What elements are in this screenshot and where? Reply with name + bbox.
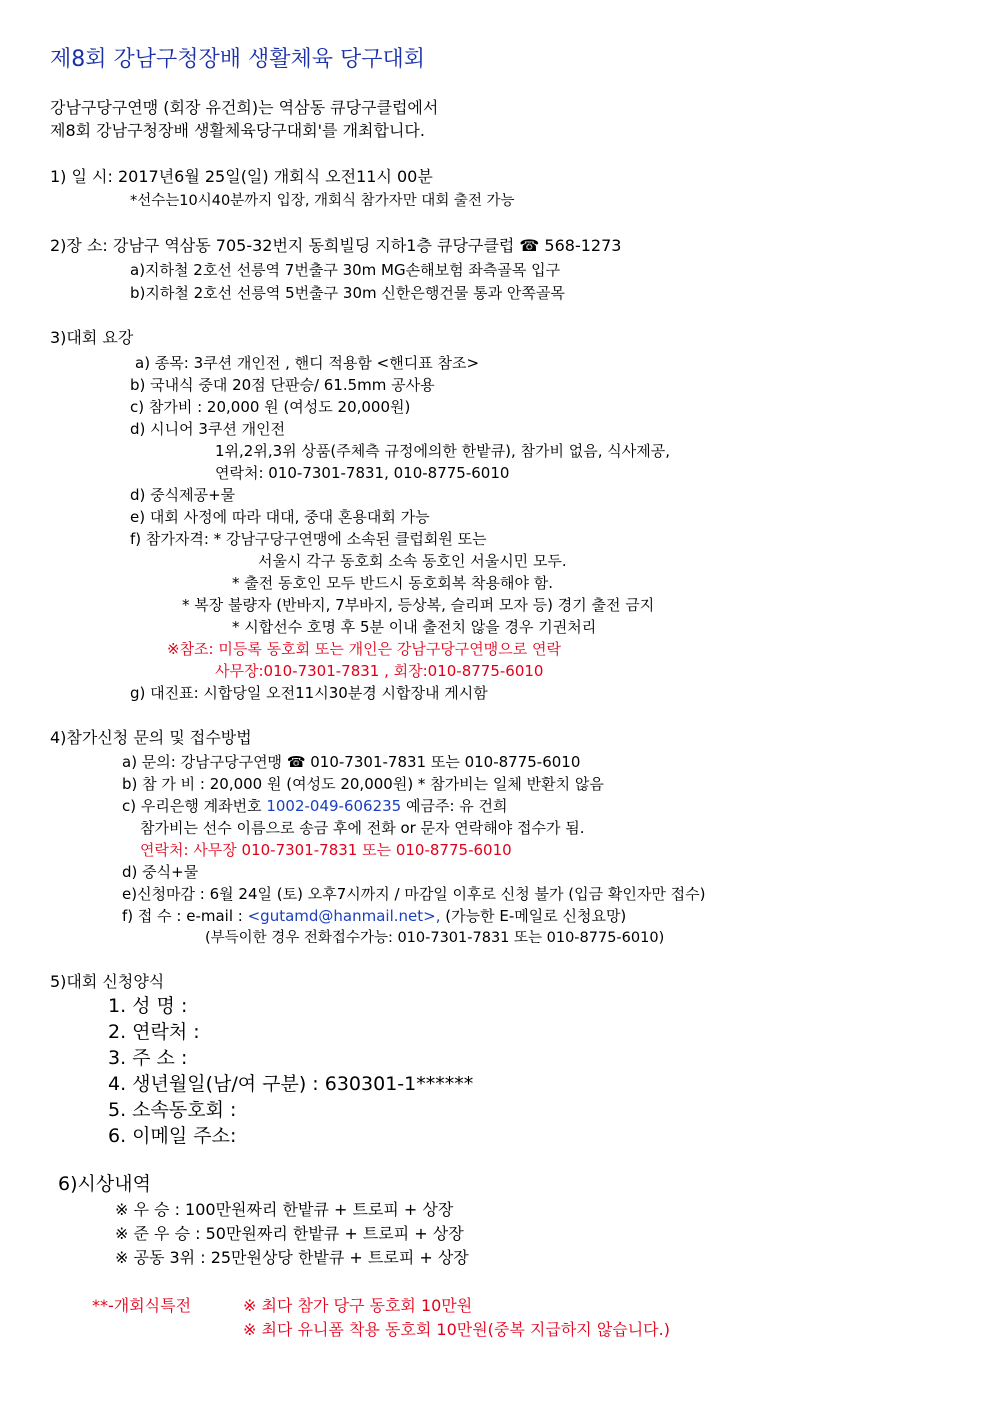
application-item-d: d) 중식+물 bbox=[122, 863, 199, 881]
schedule-note: *선수는10시40분까지 입장, 개회식 참가자만 대회 출전 가능 bbox=[130, 193, 515, 209]
email-address-link[interactable]: <gutamd@hanmail.net>, bbox=[247, 907, 441, 925]
application-item-f bbox=[122, 906, 626, 926]
page-title: 제8회 강남구청장배 생활체육 당구대회 bbox=[50, 47, 426, 72]
prizes-heading: 6)시상내역 bbox=[58, 1173, 151, 1195]
form-field-name: 1. 성 명 : bbox=[108, 995, 188, 1017]
email-note: (가능한 E-메일로 신청요망) bbox=[440, 907, 627, 925]
rules-heading: 3)대회 요강 bbox=[50, 328, 134, 347]
intro-line-2: 제8회 강남구청장배 생활체육당구대회'를 개최합니다. bbox=[50, 121, 425, 140]
application-item-c-note: 참가비는 선수 이름으로 송금 후에 전화 or 문자 연락해야 접수가 됨. bbox=[140, 819, 585, 837]
form-heading: 5)대회 신청양식 bbox=[50, 972, 165, 991]
form-field-birthdate: 4. 생년월일(남/여 구분) : 630301-1****** bbox=[108, 1073, 474, 1095]
rules-item-b: b) 국내식 중대 20점 단판승/ 61.5mm 공사용 bbox=[130, 376, 435, 394]
venue-direction-a: a)지하철 2호선 선릉역 7번출구 30m MG손해보험 좌측골목 입구 bbox=[130, 261, 561, 279]
rules-item-d-detail: 1위,2위,3위 상품(주체측 규정에의한 한밭큐), 참가비 없음, 식사제공, bbox=[215, 442, 671, 460]
bonus-most-uniforms: ※ 최다 유니폼 착용 동호회 10만원(중복 지급하지 않습니다.) bbox=[243, 1320, 670, 1339]
form-field-club: 5. 소속동호회 : bbox=[108, 1099, 237, 1121]
bank-account-number: 1002-049-606235 bbox=[266, 797, 402, 815]
form-field-contact: 2. 연락처 : bbox=[108, 1021, 200, 1043]
rules-item-f-line-2: * 출전 동호인 모두 반드시 동호회복 착용해야 함. bbox=[232, 574, 553, 592]
rules-item-d-contact: 연락처: 010-7301-7831, 010-8775-6010 bbox=[215, 464, 510, 482]
venue-line: 2)장 소: 강남구 역삼동 705-32번지 동희빌딩 지하1층 큐당구클럽 ☎ 568-1273 bbox=[50, 236, 622, 255]
application-item-b: b) 참 가 비 : 20,000 원 (여성도 20,000원) * 참가비는 일체 반환치 않음 bbox=[122, 775, 604, 793]
rules-item-f-line-3: * 복장 불량자 (반바지, 7부바지, 등상복, 슬리퍼 모자 등) 경기 출전 금지 bbox=[182, 596, 655, 614]
rules-reference-note: ※참조: 미등록 동호회 또는 개인은 강남구당구연맹으로 연락 bbox=[167, 640, 561, 658]
rules-item-f-line-1: 서울시 각구 동호회 소속 동호인 서울시민 모두. bbox=[258, 552, 567, 570]
application-item-c bbox=[122, 796, 508, 816]
form-field-email: 6. 이메일 주소: bbox=[108, 1125, 237, 1147]
application-item-a: a) 문의: 강남구당구연맹 ☎ 010-7301-7831 또는 010-8775-6010 bbox=[122, 753, 581, 771]
prize-third: ※ 공동 3위 : 25만원상당 한밭큐 + 트로피 + 상장 bbox=[115, 1248, 469, 1267]
account-holder: 예금주: 유 건희 bbox=[401, 797, 508, 815]
schedule-line: 1) 일 시: 2017년6월 25일(일) 개회식 오전11시 00분 bbox=[50, 167, 433, 186]
rules-item-c: c) 참가비 : 20,000 원 (여성도 20,000원) bbox=[130, 398, 411, 416]
bonus-most-participants: ※ 최다 참가 당구 동호회 10만원 bbox=[243, 1296, 473, 1315]
rules-item-g: g) 대진표: 시합당일 오전11시30분경 시합장내 게시함 bbox=[130, 684, 488, 702]
application-heading: 4)참가신청 문의 및 접수방법 bbox=[50, 728, 252, 747]
venue-direction-b: b)지하철 2호선 선릉역 5번출구 30m 신한은행건물 통과 안쪽골목 bbox=[130, 284, 565, 302]
rules-item-d: d) 시니어 3쿠션 개인전 bbox=[130, 420, 286, 438]
bank-label: c) 우리은행 계좌번호 bbox=[122, 797, 267, 815]
rules-item-e: e) 대회 사정에 따라 대대, 중대 혼용대회 가능 bbox=[130, 508, 430, 526]
rules-item-d2: d) 중식제공+물 bbox=[130, 486, 236, 504]
bonus-label: **-개회식특전 bbox=[92, 1296, 192, 1315]
email-label: f) 접 수 : e-mail : bbox=[122, 907, 248, 925]
application-item-f-phone: (부득이한 경우 전화접수가능: 010-7301-7831 또는 010-8775-6010) bbox=[205, 930, 665, 946]
prize-second: ※ 준 우 승 : 50만원짜리 한밭큐 + 트로피 + 상장 bbox=[115, 1224, 464, 1243]
intro-line-1: 강남구당구연맹 (회장 유건희)는 역삼동 큐당구클럽에서 bbox=[50, 98, 439, 117]
application-item-c-contact: 연락처: 사무장 010-7301-7831 또는 010-8775-6010 bbox=[140, 841, 512, 859]
rules-item-f-line-4: * 시합선수 호명 후 5분 이내 출전치 않을 경우 기권처리 bbox=[232, 618, 597, 636]
rules-reference-contact: 사무장:010-7301-7831 , 회장:010-8775-6010 bbox=[215, 662, 544, 680]
form-field-address: 3. 주 소 : bbox=[108, 1047, 188, 1069]
application-item-e: e)신청마감 : 6월 24일 (토) 오후7시까지 / 마감일 이후로 신청 불가 (입금 확인자만 접수) bbox=[122, 885, 706, 903]
prize-first: ※ 우 승 : 100만원짜리 한밭큐 + 트로피 + 상장 bbox=[115, 1200, 454, 1219]
rules-item-a: a) 종목: 3쿠션 개인전 , 핸디 적용함 <핸디표 참조> bbox=[135, 354, 480, 372]
rules-item-f: f) 참가자격: * 강남구당구연맹에 소속된 클럽회원 또는 bbox=[130, 530, 487, 548]
